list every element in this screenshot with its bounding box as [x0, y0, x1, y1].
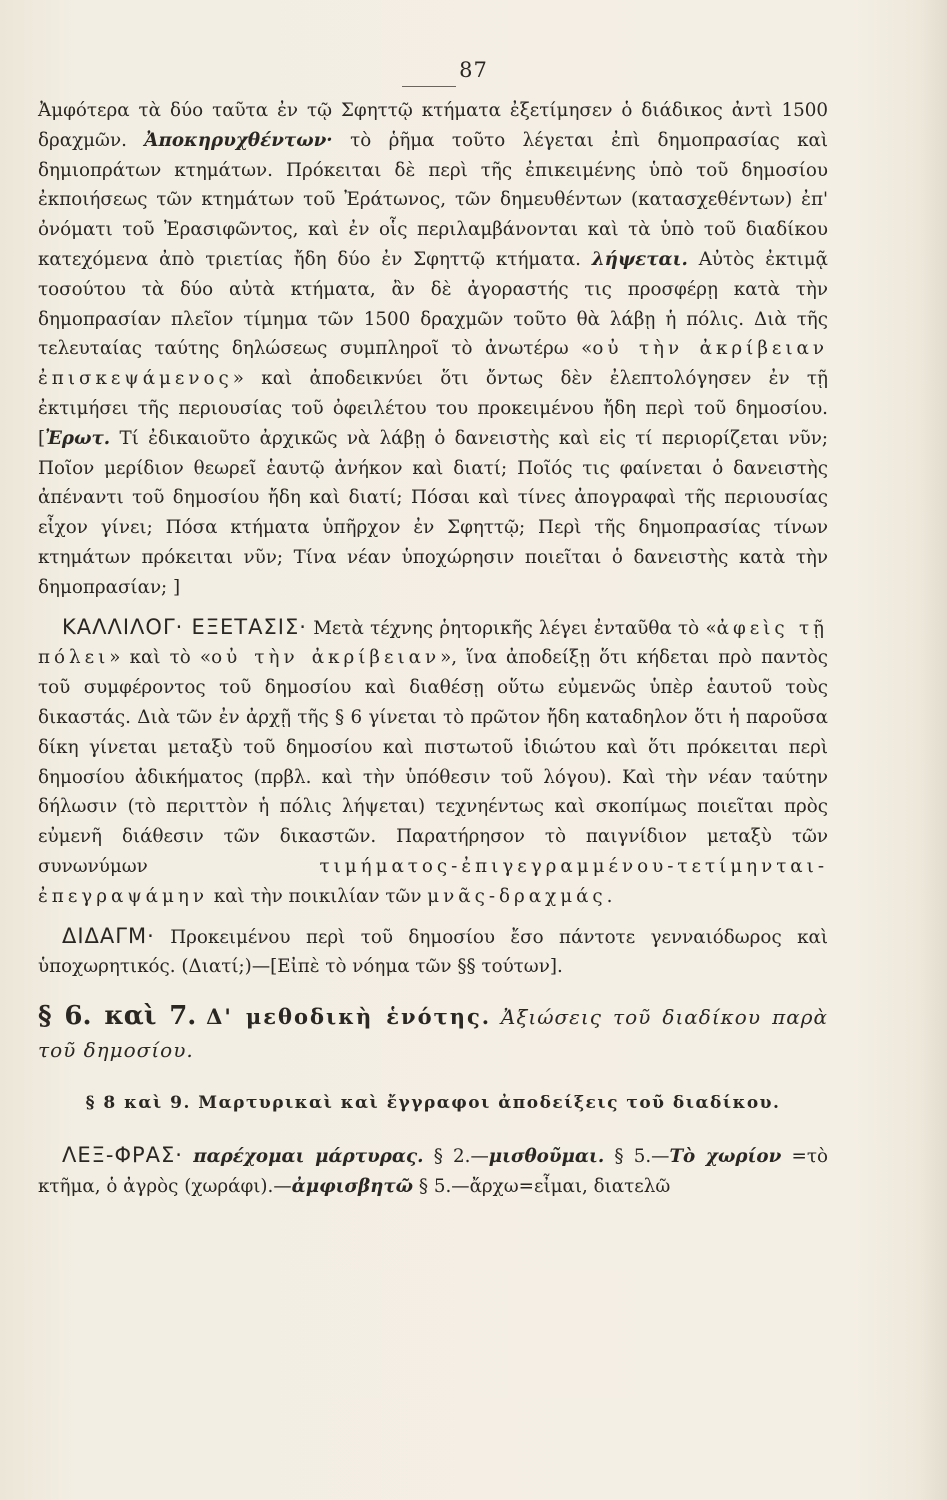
- spaced-units: μνᾶς-δραχμάς.: [427, 885, 617, 907]
- section-mark: § 6. καὶ 7.: [38, 1001, 197, 1032]
- text-run: Αὐτὸς ἐκτιμᾷ τοσούτου τὰ δύο αὐτὰ κτήματα, ἂν δὲ ἀγοραστής τις προσφέρῃ κατὰ τὴν δημοπρασίαν πλεῖον τίμημα τῶν 1500 δραχμῶν τοῦτο θὰ λάβῃ ἡ πόλις. Διὰ τῆς τελευταίας ταύτης δηλώσεως συμπληροῖ τὸ ἀνωτέρω «: [38, 248, 829, 360]
- lemma-apokeryxthenton: Ἀποκηρυχθέντων·: [144, 129, 333, 151]
- stylistic-examination-paragraph: [38, 613, 828, 912]
- spaced-quote: οὐ τὴν ἀκρίβειαν ἐπισκεψάμενος: [38, 338, 828, 390]
- spacer: [38, 982, 828, 1000]
- section-label-lex-fras: ΛΕΞ-ΦΡΑΣ·: [62, 1142, 183, 1167]
- commentary-paragraph: [38, 96, 828, 603]
- text-run: Ἀμφότερα τὰ δύο ταῦτα ἐν τῷ Σφηττῷ κτήματα ἐξετίμησεν ὁ διάδικος ἀντὶ 1500 δραχμῶν.: [38, 100, 828, 151]
- text-run: », ἵνα ἀποδείξῃ ὅτι κήδεται πρὸ παντὸς τοῦ συμφέροντος τοῦ δημοσίου καὶ διαθέσῃ οὕτω εὐμενῶς ὑπὲρ ἑαυτοῦ τοὺς δικαστάς. Διὰ τῶν ἐν ἀρχῇ τῆς § 6 γίνεται τὸ πρῶτον ἤδη καταδηλον ὅτι ἡ παροῦσα δίκη γίνεται μεταξὺ τοῦ δημοσίου καὶ πιστωτοῦ ἰδιώτου καὶ ὅτι πρόκειται περὶ δημοσίου ἀδικήματος (πρβλ. καὶ τὴν ὑπόθεσιν τοῦ λόγου). Καὶ τὴν νέαν ταύτην δήλωσιν (τὸ περιττὸν ἡ πόλις λήψεται) τεχνηέντως καὶ σκοπίμως ποιεῖται πρὸς εὐμενῆ διάθεσιν τῶν δικαστῶν. Παρατήρησον τὸ παιγνίδιον μεταξὺ τῶν συνωνύμων: [38, 647, 828, 877]
- spacer: [38, 1067, 828, 1089]
- page-body: [38, 96, 828, 1202]
- page-number-rule: [402, 86, 456, 87]
- section-label-didagm: ΔΙΔΑΓΜ·: [62, 923, 155, 948]
- text-run: τὸ ῥῆμα τοῦτο λέγεται ἐπὶ δημοπρασίας καὶ δημιοπράτων κτημάτων. Πρόκειται δὲ περὶ τῆς ἐπικειμένης ὑπὸ τοῦ δημοσίου ἐκποιήσεως τῶν κτημάτων τοῦ Ἐράτωνος, τῶν δημευθέντων (κατασχεθέντων) ἐπ' ὀνόματι τοῦ Ἐρασιφῶντος, καὶ ἐν οἷς περιλαμβάνονται καὶ τὰ ὑπὸ τοῦ διαδίκου κατεχόμενα ἀπὸ τριετίας ἤδη δύο ἐν Σφηττῷ κτήματα.: [38, 129, 829, 270]
- section-subtitle: Ἀξιώσεις τοῦ διαδίκου παρὰ τοῦ δημοσίου.: [38, 1005, 828, 1063]
- text-run: » καὶ τὸ «: [109, 647, 212, 669]
- section-heading-6-7: [38, 1000, 828, 1067]
- spaced-quote: οὐ τὴν ἀκρίβειαν: [211, 647, 441, 669]
- spaced-synonyms: τιμήματος-ἐπιγεγραμμένου-τετίμηνται-ἐπεγραψάμην: [38, 855, 828, 907]
- page-edge-shadow: [919, 0, 947, 1500]
- vocab-term: ἀμφισβητῶ: [291, 1175, 414, 1197]
- text-run: § 5.—: [614, 1145, 670, 1167]
- vocab-term: μισθοῦμαι.: [488, 1145, 605, 1167]
- text-run: =τὸ κτῆμα, ὁ ἀγρὸς (χωράφι).—: [38, 1145, 828, 1197]
- text-run: Μετὰ τέχνης ῥητορικῆς λέγει ἐνταῦθα τὸ «: [313, 617, 717, 639]
- section-title: Δ' μεθοδικὴ ἑνότης.: [206, 1004, 492, 1030]
- section-heading-8-9: § 8 καὶ 9. Μαρτυρικαὶ καὶ ἔγγραφοι ἀποδείξεις τοῦ διαδίκου.: [85, 1093, 781, 1114]
- spaced-quote: ἀφεὶς τῇ πόλει: [38, 617, 829, 669]
- spacer: [38, 912, 828, 922]
- page-number: 87: [459, 58, 488, 82]
- lemma-lepsetai: λήψεται.: [591, 248, 688, 270]
- vocabulary-paragraph: [38, 1141, 828, 1202]
- text-run: » καὶ ἀποδεικνύει ὅτι ὄντως δὲν ἐλεπτολόγησεν ἐν τῇ ἐκτιμήσει τῆς περιουσίας τοῦ ὀφειλέτου του προκειμένου ἤδη περὶ τοῦ δημοσίου. [: [38, 368, 828, 449]
- spacer: [38, 603, 828, 613]
- text-run: § 5.—ἄρχω=εἶμαι, διατελῶ: [418, 1175, 671, 1197]
- vocab-term: Τὸ χωρίον: [669, 1145, 782, 1167]
- section-label-kallilog: ΚΑΛΛΙΛΟΓ· ΕΞΕΤΑΣΙΣ·: [62, 614, 307, 639]
- text-run: Προκειμένου περὶ τοῦ δημοσίου ἔσο πάντοτε γενναιόδωρος καὶ ὑποχωρητικός. (Διατί;)—[Εἰπὲ τὸ νόημα τῶν §§ τούτων].: [38, 926, 829, 978]
- question-label: Ἐρωτ.: [45, 427, 111, 449]
- questions-text: Τί ἐδικαιοῦτο ἀρχικῶς νὰ λάβῃ ὁ δανειστὴς καὶ εἰς τί περιορίζεται νῦν; Ποῖον μερίδιον θεωρεῖ ἑαυτῷ ἀνήκον καὶ διατί; Ποῖός τις φαίνεται ὁ δανειστὴς ἀπέναντι τοῦ δημοσίου ἤδη καὶ διατί; Πόσαι καὶ τίνες ἀπογραφαὶ τῆς περιουσίας εἶχον γίνει; Πόσα κτήματα ὑπῆρχον ἐν Σφηττῷ; Περὶ τῆς δημοπρασίας τίνων κτημάτων πρόκειται νῦν; Τίνα νέαν ὑποχώρησιν ποιεῖται ὁ δανειστὴς κατὰ τὴν δημοπρασίαν; ]: [38, 427, 828, 598]
- text-run: καὶ τὴν ποικιλίαν τῶν: [213, 885, 422, 907]
- vocab-term: παρέχομαι μάρτυρας.: [193, 1145, 424, 1167]
- spacer: [38, 1119, 828, 1141]
- lesson-paragraph: [38, 922, 828, 983]
- text-run: § 2.—: [433, 1145, 489, 1167]
